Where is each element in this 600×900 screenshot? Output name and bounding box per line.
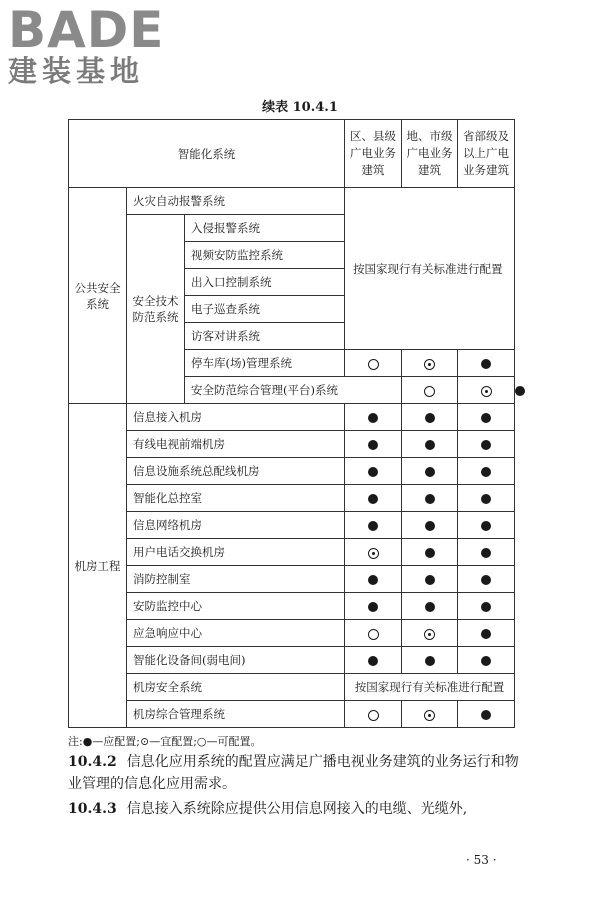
config-symbol bbox=[345, 539, 402, 566]
suitable-symbol-icon bbox=[481, 386, 492, 397]
optional-symbol-icon bbox=[424, 386, 435, 397]
table-row bbox=[69, 404, 515, 431]
config-symbol bbox=[458, 431, 515, 458]
config-symbol bbox=[458, 458, 515, 485]
table-row bbox=[69, 512, 515, 539]
suitable-symbol-icon bbox=[424, 710, 435, 721]
config-symbol bbox=[458, 377, 515, 404]
section-public-safety: 公共安全系统 bbox=[69, 188, 127, 404]
required-symbol-icon bbox=[368, 656, 378, 666]
config-table bbox=[68, 119, 515, 728]
required-symbol-icon bbox=[425, 440, 435, 450]
table-row bbox=[69, 539, 515, 566]
optional-symbol-icon bbox=[368, 629, 379, 640]
required-symbol-icon bbox=[368, 521, 378, 531]
table-caption: 续表 10.4.1 bbox=[262, 100, 338, 115]
config-symbol bbox=[458, 350, 515, 377]
row-label: 消防控制室 bbox=[127, 566, 345, 593]
row-label: 火灾自动报警系统 bbox=[127, 188, 345, 215]
clause-number: 10.4.3 bbox=[68, 801, 117, 817]
row-label: 机房综合管理系统 bbox=[127, 701, 345, 728]
config-symbol bbox=[345, 593, 402, 620]
config-symbol bbox=[402, 566, 458, 593]
page-number: · 53 · bbox=[466, 853, 497, 867]
config-symbol bbox=[458, 512, 515, 539]
config-symbol bbox=[402, 512, 458, 539]
table-row bbox=[69, 674, 515, 701]
row-label: 机房安全系统 bbox=[127, 674, 345, 701]
required-symbol-icon bbox=[425, 602, 435, 612]
table-row bbox=[69, 485, 515, 512]
config-symbol bbox=[458, 593, 515, 620]
optional-symbol-icon bbox=[368, 359, 379, 370]
section-security-tech: 安全技术防范系统 bbox=[127, 215, 185, 404]
config-symbol bbox=[458, 620, 515, 647]
row-label: 电子巡查系统 bbox=[185, 296, 345, 323]
required-symbol-icon bbox=[425, 575, 435, 585]
logo bbox=[8, 1, 178, 88]
table-header-row bbox=[69, 120, 515, 188]
table-row bbox=[69, 647, 515, 674]
header-county-level: 区、县级 广电业务 建筑 bbox=[345, 120, 402, 188]
required-symbol-icon bbox=[481, 521, 491, 531]
config-symbol bbox=[458, 701, 515, 728]
table-row bbox=[69, 620, 515, 647]
required-symbol-icon bbox=[425, 521, 435, 531]
config-symbol bbox=[458, 485, 515, 512]
row-label: 入侵报警系统 bbox=[185, 215, 345, 242]
config-symbol bbox=[402, 431, 458, 458]
required-symbol-icon bbox=[481, 629, 491, 639]
table-row bbox=[69, 431, 515, 458]
config-symbol bbox=[458, 647, 515, 674]
required-symbol-icon bbox=[368, 494, 378, 504]
required-symbol-icon bbox=[481, 710, 491, 720]
merged-config-note: 按国家现行有关标准进行配置 bbox=[345, 674, 515, 701]
required-symbol-icon bbox=[425, 467, 435, 477]
required-symbol-icon bbox=[368, 413, 378, 423]
required-symbol-icon bbox=[481, 359, 491, 369]
header-system: 智能化系统 bbox=[69, 120, 345, 188]
row-label: 信息网络机房 bbox=[127, 512, 345, 539]
row-label: 安全防范综合管理(平台)系统 bbox=[185, 377, 402, 404]
config-symbol bbox=[402, 377, 458, 404]
required-symbol-icon bbox=[368, 467, 378, 477]
suitable-symbol-icon bbox=[368, 548, 379, 559]
config-symbol bbox=[458, 566, 515, 593]
config-symbol bbox=[345, 350, 402, 377]
config-symbol bbox=[345, 512, 402, 539]
config-symbol bbox=[345, 431, 402, 458]
required-symbol-icon bbox=[481, 575, 491, 585]
row-label: 用户电话交换机房 bbox=[127, 539, 345, 566]
section-machine-room: 机房工程 bbox=[69, 404, 127, 728]
config-symbol bbox=[402, 350, 458, 377]
config-symbol bbox=[402, 458, 458, 485]
required-symbol-icon bbox=[425, 494, 435, 504]
config-symbol bbox=[402, 404, 458, 431]
clause-number: 10.4.2 bbox=[68, 754, 117, 770]
table-note: 注:●—应配置;⊙—宜配置;○—可配置。 bbox=[68, 735, 262, 748]
required-symbol-icon bbox=[481, 413, 491, 423]
row-label: 智能化总控室 bbox=[127, 485, 345, 512]
table-row bbox=[69, 566, 515, 593]
logo-subtitle: 建装基地 bbox=[8, 54, 145, 88]
table-row bbox=[69, 188, 515, 215]
config-symbol bbox=[402, 539, 458, 566]
clause-text: 信息接入系统除应提供公用信息网接入的电缆、光缆外, bbox=[126, 801, 468, 817]
required-symbol-icon bbox=[481, 494, 491, 504]
row-label: 停车库(场)管理系统 bbox=[185, 350, 345, 377]
required-symbol-icon bbox=[481, 440, 491, 450]
paragraph-10-4-3 bbox=[68, 798, 528, 820]
row-label: 有线电视前端机房 bbox=[127, 431, 345, 458]
required-symbol-icon bbox=[515, 386, 525, 396]
row-label: 信息接入机房 bbox=[127, 404, 345, 431]
row-label: 应急响应中心 bbox=[127, 620, 345, 647]
config-symbol bbox=[402, 647, 458, 674]
row-label: 安防监控中心 bbox=[127, 593, 345, 620]
header-city-level: 地、市级 广电业务 建筑 bbox=[402, 120, 458, 188]
required-symbol-icon bbox=[368, 440, 378, 450]
config-symbol bbox=[345, 701, 402, 728]
config-symbol bbox=[458, 539, 515, 566]
config-symbol bbox=[402, 485, 458, 512]
row-label: 访客对讲系统 bbox=[185, 323, 345, 350]
suitable-symbol-icon bbox=[424, 629, 435, 640]
config-symbol bbox=[458, 404, 515, 431]
required-symbol-icon bbox=[425, 656, 435, 666]
config-symbol bbox=[345, 404, 402, 431]
merged-config-note: 按国家现行有关标准进行配置 bbox=[345, 188, 515, 350]
required-symbol-icon bbox=[425, 548, 435, 558]
row-label: 出入口控制系统 bbox=[185, 269, 345, 296]
optional-symbol-icon bbox=[368, 710, 379, 721]
paragraph-10-4-2 bbox=[68, 751, 528, 795]
required-symbol-icon bbox=[481, 467, 491, 477]
config-symbol bbox=[345, 458, 402, 485]
table-row bbox=[69, 593, 515, 620]
table-row bbox=[69, 701, 515, 728]
config-symbol bbox=[345, 620, 402, 647]
required-symbol-icon bbox=[481, 548, 491, 558]
required-symbol-icon bbox=[425, 413, 435, 423]
required-symbol-icon bbox=[368, 602, 378, 612]
logo-wordmark: BADE bbox=[8, 1, 165, 59]
row-label: 智能化设备间(弱电间) bbox=[127, 647, 345, 674]
header-province-level: 省部级及 以上广电 业务建筑 bbox=[458, 120, 515, 188]
config-symbol bbox=[345, 566, 402, 593]
row-label: 信息设施系统总配线机房 bbox=[127, 458, 345, 485]
required-symbol-icon bbox=[481, 602, 491, 612]
clause-text: 信息化应用系统的配置应满足广播电视业务建筑的业务运行和物业管理的信息化应用需求。 bbox=[68, 754, 519, 792]
config-symbol bbox=[345, 647, 402, 674]
required-symbol-icon bbox=[481, 656, 491, 666]
config-symbol bbox=[402, 701, 458, 728]
suitable-symbol-icon bbox=[424, 359, 435, 370]
table-row bbox=[69, 458, 515, 485]
row-label: 视频安防监控系统 bbox=[185, 242, 345, 269]
config-symbol bbox=[345, 485, 402, 512]
config-symbol bbox=[402, 620, 458, 647]
config-symbol bbox=[402, 593, 458, 620]
required-symbol-icon bbox=[368, 575, 378, 585]
